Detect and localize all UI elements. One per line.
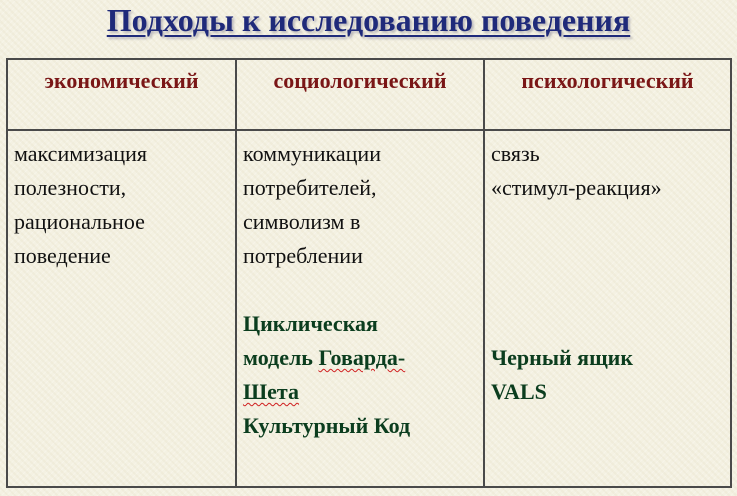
model-line (243, 375, 477, 409)
approaches-table (6, 58, 732, 488)
model-line: Циклическая (243, 311, 378, 336)
text-line: поведение (14, 243, 111, 268)
header-sociological: социологический (236, 59, 484, 130)
text-line: связь (491, 141, 540, 166)
model-prefix: модель (243, 345, 319, 370)
spellcheck-word: Шета (243, 379, 299, 404)
text-line: коммуникации (243, 141, 381, 166)
text-line: символизм в (243, 209, 361, 234)
spellcheck-word: Говарда- (318, 345, 406, 370)
text-line: «стимул-реакция» (491, 175, 662, 200)
text-line: потребителей, (243, 175, 377, 200)
model-line: Культурный Код (243, 413, 411, 438)
cell-psychological (484, 130, 731, 487)
text-line: максимизация (14, 141, 148, 166)
model-line (243, 341, 477, 375)
text-line: рациональное (14, 209, 145, 234)
spacer (243, 273, 477, 307)
text-line: полезности, (14, 175, 127, 200)
spacer (491, 273, 724, 341)
slide-title (0, 0, 737, 46)
header-economic: экономический (7, 59, 236, 130)
content-row (7, 130, 731, 487)
text-line: потреблении (243, 243, 363, 268)
cell-sociological (236, 130, 484, 487)
model-line: Черный ящик (491, 345, 634, 370)
cell-economic (7, 130, 236, 487)
header-row (7, 59, 731, 130)
model-line: VALS (491, 379, 547, 404)
title-text: Подходы к исследованию поведения (106, 2, 631, 38)
header-psychological: психологический (484, 59, 731, 130)
spacer (491, 205, 724, 273)
